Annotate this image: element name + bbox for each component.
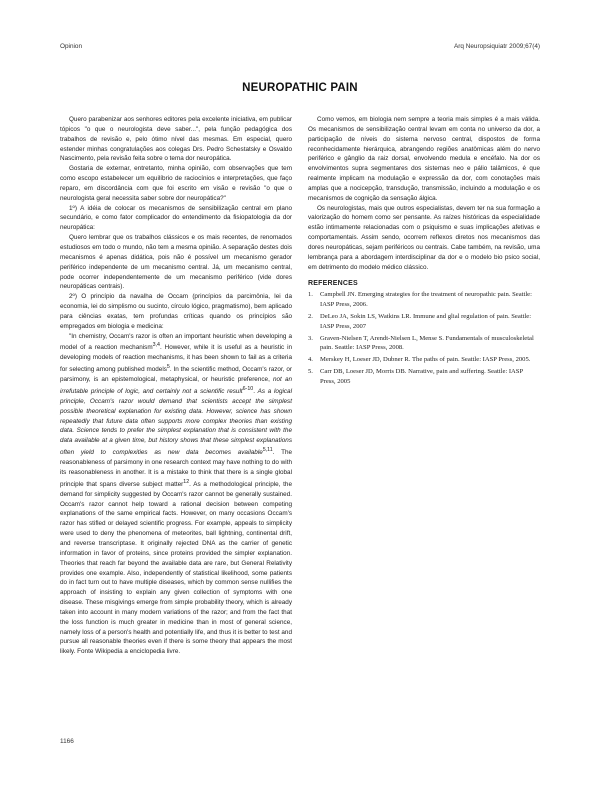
citation-superscript: 3,4 bbox=[152, 342, 160, 349]
journal-citation: Arq Neuropsiquiatr 2009;67(4) bbox=[454, 43, 540, 50]
reference-list bbox=[308, 290, 540, 386]
right-column bbox=[308, 115, 540, 389]
quote-text: . As a methodological principle, the demand for simplicity suggested by Occam's razor cannot be generally sustained. Occam's razor cannot help toward a rational decision between competing explanations of the same empirical facts. However, on many occasions Occam's razor has stifled or delayed scientific progress. For example, appeals to simplicity were used to deny the phenomena of meteorites, ball lightning, continental drift, and reverse transcriptase. It originally rejected DNA as the carrier of genetic information in favor of proteins, since proteins provided the simpler explanation. Theories that reach far beyond the available data are rare, but General Relativity provides one example. Also, independently of statistical likelihood, some patients do in fact turn out to have multiple diseases, which by common sense nullifies the approach of insisting to explain any given collection of symptoms with one disease. These misgivings emerge from simple probability theory, which is already taken into account in many modern variations of the razor; and from the fact that the loss function is much greater in medicine than in most of general science, namely loss of a person's health and potentially life, and thus it is better to test and pursue all reasonable theories even if there is some theory that appears the most likely. Fonte Wikipedia a enciclopedia livre. bbox=[60, 480, 292, 656]
reference-item bbox=[308, 290, 540, 310]
reference-text: Graven-Nielsen T, Arendt-Nielsen L, Mense S. Fundamentals of musculoskeletal pain. Seattle: IASP Press, 2008. bbox=[320, 334, 534, 352]
reference-item bbox=[308, 312, 540, 332]
references-heading: REFERENCES bbox=[308, 279, 358, 287]
page-number: 1166 bbox=[60, 738, 74, 745]
quote-text: . However, while it is useful as a heuristic in developing models of reaction mechanisms, it has been shown to fail as a criteria for selecting among published models bbox=[60, 344, 293, 374]
reference-number: 3. bbox=[308, 334, 313, 342]
quote-italic-text: not an irrefutable principle of logic, and certainly not a scientific result bbox=[60, 376, 293, 396]
left-column bbox=[60, 115, 292, 657]
paragraph: Como vemos, em biologia nem sempre a teoria mais simples é a mais válida. Os mecanismos de sensibilização central levam em conta no universo da dor, a participação de níveis do sistema nervoso central, dispostos de forma reconhecidamente hierárquica, abrangendo regiões anatômicas além do nervo periférico e gânglio da raiz dorsal, envolvendo medula e encéfalo. Na dor os envolvimentos supra segmentares dos sistemas neo e pálio talâmicos, é que realmente implicam na modulação e expressão da dor, com conotações mais amplas que a nocicepção, transdução, transmissão, incluindo a modulação e os mecanismos de cognição da sensação álgica. bbox=[308, 116, 540, 202]
quotation-paragraph bbox=[60, 332, 292, 658]
reference-item bbox=[308, 334, 540, 354]
reference-text: Merskey H, Loeser JD, Dubner R. The paths of pain. Seattle: IASP Press, 2005. bbox=[320, 356, 531, 364]
reference-number: 1. bbox=[308, 291, 313, 299]
quote-text: . The reasonableness of parsimony in one research context may have nothing to do with its reasonableness in another. It is a mistake to think that there is a single global principle that spans diverse subject matter bbox=[60, 449, 292, 488]
quote-italic-text: As a logical principle, Occam's razor would demand that scientists accept the simplest possible theoretical explanation for existing data. However, science has shown repeatedly that future data often supports more complex theories than existing data. Science tends to prefer the simplest explanation that is consistent with the data available at a given time, but history shows that these simplest explanations often yield to complexities as new data becomes available bbox=[60, 388, 292, 457]
reference-number: 5. bbox=[308, 367, 313, 375]
citation-superscript: 12 bbox=[183, 478, 190, 485]
paragraph: 1º) A idéia de colocar os mecanismos de sensibilização central em plano secundário, e como fator complicador do entendimento da fisiopatologia da dor neuropática: bbox=[60, 204, 292, 232]
quote-text: "In chemistry, Occam's razor is often an important heuristic when developing a model of a reaction mechanism bbox=[60, 332, 292, 352]
reference-text: DeLeo JA, Sokin LS, Watkins LR. Immune and glial regulation of pain. Seattle: IASP Press, 2007 bbox=[320, 312, 532, 330]
reference-number: 2. bbox=[308, 312, 313, 320]
paragraph: Gostaria de externar, entretanto, minha opinião, com observações que tem como escopo estabelecer um equilíbrio de raciocínios e interpretações, que faço reparo, em discordância com que foi escrito em visão e revisão "o que o neurologista geral necessita saber sobre dor neuropática?" bbox=[60, 165, 292, 202]
paragraph: Quero parabenizar aos senhores editores pela excelente iniciativa, em publicar tópicos "o que o neurologista deve saber...", pela função pedagógica dos trabalhos de revisão e, pelo ótimo nível das mesmas. Em especial, quero estender minhas congratulações aos colegas Drs. Pedro Schestatsky e Osvaldo Nascimento, pela revisão feita sobre o tema dor neuropática. bbox=[60, 116, 292, 163]
reference-text: Carr DB, Loeser JD, Morris DB. Narrative, pain and suffering. Seattle: IASP Press, 2005 bbox=[320, 367, 523, 385]
reference-number: 4. bbox=[308, 356, 313, 364]
paragraph: Quero lembrar que os trabalhos clássicos e os mais recentes, de renomados estudiosos em todo o mundo, não tem a mesma opinião. A separação destes dois mecanismos é apenas didática, pois não é possível um mecanismo gerador periférico independente de um mecanismo central. Já, um mecanismo central, pode ocorrer independentemente de um mecanismo periférico (vide dores neuropáticas centrais). bbox=[60, 234, 292, 291]
reference-text: Campbell JN. Emerging strategies for the treatment of neuropathic pain. Seattle: IASP Press, 2006. bbox=[320, 291, 532, 309]
paragraph: Os neurologistas, mais que outros especialistas, devem ter na sua formação a valorização do homem como ser pensante. As raízes históricas da especialidade estão intimamente relacionadas com o psiquismo e suas implicações afetivas e comportamentais. Assim sendo, ocorrem reflexos diretos nos mecanismos das dores neuropáticas, sejam periféricos ou centrais. Cabe também, na revisão, uma lembrança para a abordagem interdisciplinar da dor e o modelo bio psico social, em detrimento do modelo médico clássico. bbox=[308, 204, 540, 271]
citation-superscript: 5,11 bbox=[262, 447, 273, 454]
article-title: NEUROPATHIC PAIN bbox=[242, 82, 358, 94]
citation-superscript: 5 bbox=[166, 364, 170, 371]
quote-text: . bbox=[253, 388, 258, 396]
section-label: Opinion bbox=[60, 43, 83, 50]
reference-item bbox=[308, 367, 540, 387]
quote-text: . In the scientific method, Occam's razor, or parsimony, is an epistemological, metaphysical, or heuristic preference, bbox=[60, 366, 292, 384]
citation-superscript: 6-10 bbox=[242, 386, 254, 392]
paragraph: 2º) O princípio da navalha de Occam (princípios da parcimônia, lei da economia, lei do simplismo ou sucinto, círculo lógico, pragmatismo), bem aplicado para ciências exatas, tem profundas críticas quando os princípios são empregados em biologia e medicina: bbox=[60, 293, 292, 330]
reference-item bbox=[308, 355, 540, 365]
